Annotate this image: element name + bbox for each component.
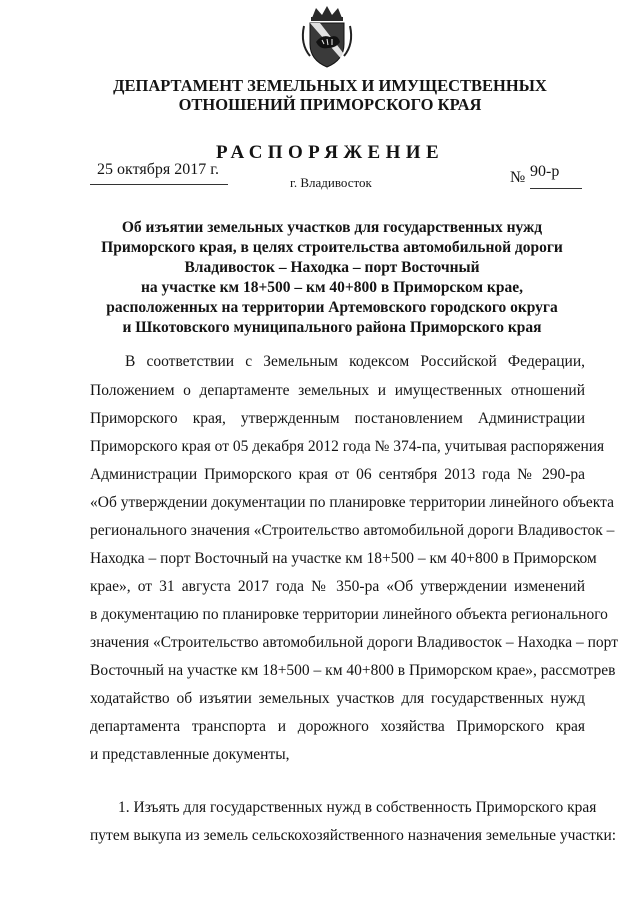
document-number: 90-р	[530, 163, 560, 180]
preamble-line: В соответствии с Земельным кодексом Российской Федерации,	[125, 353, 585, 370]
subject-line: расположенных на территории Артемовского городского округа	[106, 299, 558, 316]
preamble-line: «Об утверждении документации по планировке территории линейного объекта	[90, 494, 614, 511]
preamble-line: крае», от 31 августа 2017 года № 350-ра «Об утверждении изменений	[90, 578, 585, 595]
department-name-line1: ДЕПАРТАМЕНТ ЗЕМЕЛЬНЫХ И ИМУЩЕСТВЕННЫХ	[113, 76, 547, 95]
preamble-line: Восточный на участке км 18+500 – км 40+800 в Приморском крае», рассмотрев	[90, 662, 616, 679]
preamble-line: Приморского края от 05 декабря 2012 года № 374-па, учитывая распоряжения	[90, 438, 605, 455]
preamble-line: департамента транспорта и дорожного хозяйства Приморского края	[90, 718, 585, 735]
subject-line: Приморского края, в целях строительства автомобильной дороги	[101, 239, 563, 256]
preamble-line: ходатайство об изъятии земельных участков для государственных нужд	[90, 690, 585, 707]
preamble-line: регионального значения «Строительство автомобильной дороги Владивосток –	[90, 522, 615, 539]
preamble-line: Администрации Приморского края от 06 сентября 2013 года № 290-ра	[90, 466, 585, 483]
clause-line: путем выкупа из земель сельскохозяйственного назначения земельные участки:	[90, 827, 617, 844]
number-underline	[530, 188, 582, 189]
document-city: г. Владивосток	[290, 175, 372, 190]
preamble-line: Находка – порт Восточный на участке км 18+500 – км 40+800 в Приморском	[90, 550, 597, 567]
department-name-line2: ОТНОШЕНИЙ ПРИМОРСКОГО КРАЯ	[178, 95, 482, 114]
preamble-line: Положением о департаменте земельных и имущественных отношений	[90, 382, 585, 399]
preamble-line: Приморского края, утвержденным постановлением Администрации	[90, 410, 585, 427]
subject-line: Об изъятии земельных участков для государственных нужд	[121, 219, 543, 236]
subject-line: на участке км 18+500 – км 40+800 в Приморском крае,	[141, 279, 523, 296]
clause-line: 1. Изъять для государственных нужд в собственность Приморского края	[118, 799, 597, 816]
preamble-line: и представленные документы,	[90, 746, 290, 763]
preamble-line: в документацию по планировке территории линейного объекта регионального	[90, 606, 608, 623]
subject-line: и Шкотовского муниципального района Приморского края	[122, 319, 542, 336]
document-number-sign: №	[510, 169, 526, 186]
coat-of-arms-emblem	[294, 4, 360, 70]
document-date: 25 октября 2017 г.	[97, 161, 219, 178]
preamble-line: значения «Строительство автомобильной дороги Владивосток – Находка – порт	[90, 634, 618, 651]
subject-line: Владивосток – Находка – порт Восточный	[184, 259, 480, 276]
date-underline	[90, 184, 228, 185]
document-type-title: РАСПОРЯЖЕНИЕ	[215, 142, 445, 163]
